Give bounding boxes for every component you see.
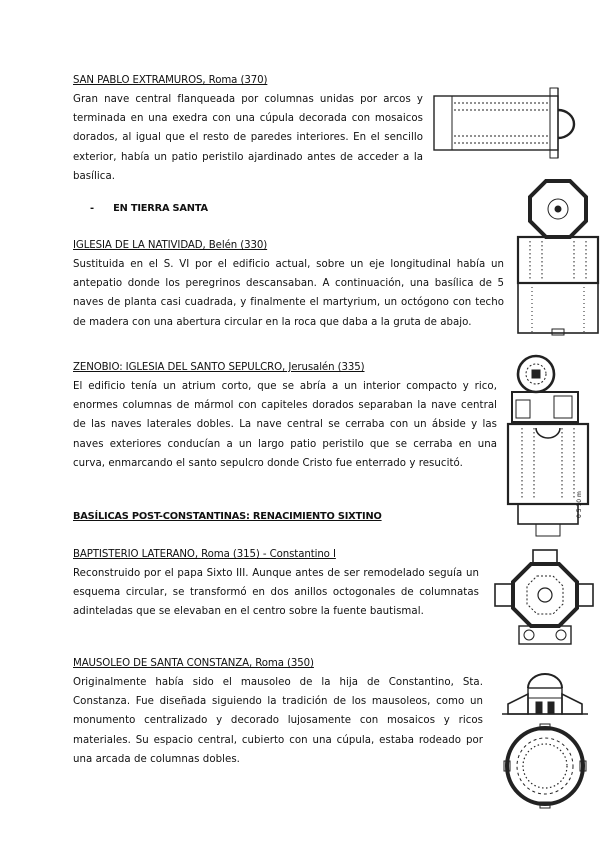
section-body: El edificio tenía un atrium corto, que se abría a un interior compacto y rico, enormes columnas de mármol con capiteles dorados separaban la nave central de las naves laterales dobles. La nave central se cerraba con un ábside y las naves exteriores conducían a un largo patio peristilo que se cerraba en una curva, enmarcando el santo sepulcro donde Cristo fue enterrado y resucitó. — [73, 381, 497, 469]
section-title: IGLESIA DE LA NATIVIDAD, Belén (330) — [73, 240, 268, 251]
heading-en-tierra-santa: - EN TIERRA SANTA — [90, 203, 208, 214]
section-baptisterio-laterano — [73, 546, 479, 622]
section-body: Gran nave central flanqueada por columnas unidas por arcos y terminada en una exedra con una cúpula decorada con mosaicos dorados, al igual que el resto de paredes interiores. En el sencillo exterior, había un patio peristilo ajardinado antes de acceder a la basílica. — [73, 94, 423, 182]
section-san-pablo — [73, 72, 423, 186]
section-title: BAPTISTERIO LATERANO, Roma (315) - Constantino I — [73, 549, 336, 560]
santo-sepulcro-floor-plan — [506, 352, 598, 542]
santa-constanza-section-elevation — [500, 664, 590, 718]
section-title: SAN PABLO EXTRAMUROS, Roma (370) — [73, 75, 268, 86]
santa-constanza-floor-plan — [502, 722, 588, 810]
section-title: ZENOBIO: IGLESIA DEL SANTO SEPULCRO, Jerusalén (335) — [73, 362, 365, 373]
heading-basilicas-post-constantinas: BASÍLICAS POST-CONSTANTINAS: RENACIMIENTO SIXTINO — [73, 511, 382, 522]
section-title: MAUSOLEO DE SANTA CONSTANZA, Roma (350) — [73, 658, 314, 669]
section-santa-constanza — [73, 655, 483, 769]
section-body: Sustituida en el S. VI por el edificio actual, sobre un eje longitudinal había un antepatio donde los peregrinos descansaban. A continuación, una basílica de 5 naves de planta casi cuadrada, y finalmente el martyrium, un octógono con techo de madera con una abertura circular en la roca que daba a la gruta de abajo. — [73, 259, 504, 328]
natividad-floor-plan — [514, 177, 600, 337]
baptisterio-laterano-floor-plan — [493, 548, 597, 648]
section-natividad — [73, 237, 504, 332]
santo-sepulcro-scale-label: 0 5 10 m — [576, 491, 583, 518]
section-body: Originalmente había sido el mausoleo de la hija de Constantino, Sta. Constanza. Fue diseñada siguiendo la tradición de los mausoleos, como un monumento centralizado y decorado lujosamente con mosaicos y ricos materiales. Su espacio central, cubierto con una cúpula, estaba rodeado por una arcada de columnas dobles. — [73, 677, 483, 765]
section-santo-sepulcro — [73, 359, 497, 473]
san-pablo-floor-plan — [432, 86, 590, 160]
section-body: Reconstruido por el papa Sixto III. Aunque antes de ser remodelado seguía un esquema circular, se transformó en dos anillos octogonales de columnatas adinteladas que se elevaban en el centro sobre la fuente bautismal. — [73, 568, 479, 618]
